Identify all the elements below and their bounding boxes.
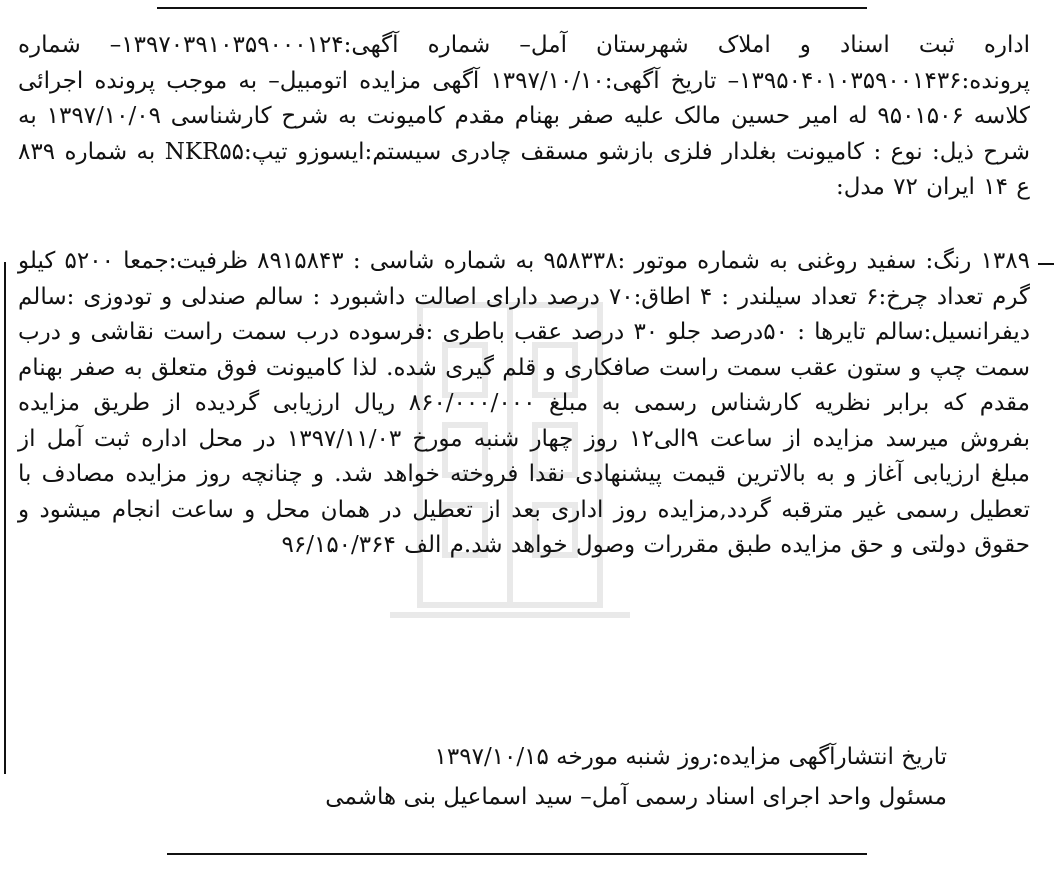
left-margin-bar (4, 262, 6, 774)
margin-tick (1038, 263, 1054, 265)
notice-intro (18, 28, 1030, 206)
top-divider (157, 7, 867, 9)
publish-date-line: تاریخ انتشارآگهی مزایده:روز شنبه مورخه ۱۳۹۷/۱۰/۱۵ (434, 744, 947, 770)
office-header-text: اداره ثبت اسناد و املاک شهرستان آمل– شماره آگهی:۱۳۹۷۰۳۹۱۰۳۵۹۰۰۰۱۲۴– شماره پرونده:۱۳۹۵۰۴۰۱۰۳۵۹۰۰۱۴۳۶– تاریخ آگهی:۱۳۹۷/۱۰/۱۰ (18, 32, 1031, 94)
bottom-divider (167, 853, 867, 855)
signer-line: مسئول واحد اجرای اسناد رسمی آمل– سید اسماعیل بنی هاشمی (325, 784, 947, 810)
vehicle-details-paragraph: ۱۳۸۹ رنگ: سفید روغنی به شماره موتور :۹۵۸۳۳۸ به شماره شاسی : ۸۹۱۵۸۴۳ ظرفیت:جمعا ۵۲۰۰ کیلو گرم تعداد چرخ:۶ تعداد سیلندر : ۴ اطاق:۷۰ درصد دارای اصالت داشبورد : سالم صندلی و تودوزی :سالم دیفرانسیل:سالم تایرها : ۵۰درصد جلو ۳۰ درصد عقب باطری :فرسوده درب سمت راست نقاشی و درب سمت چپ و ستون عقب سمت راست صافکاری و قلم گیری شده. لذا کامیونت فوق متعلق به صفر بهنام مقدم که برابر نظریه کارشناس رسمی به مبلغ ۸۶۰/۰۰۰/۰۰۰ ریال ارزیابی گردیده از طریق مزایده بفروش میرسد مزایده از ساعت ۹الی۱۲ روز چهار شنبه مورخ ۱۳۹۷/۱۱/۰۳ در محل اداره ثبت آمل از مبلغ ارزیابی آغاز و به بالاترین قیمت پیشنهادی نقدا فروخته خواهد شد. و چنانچه روز مزایده مصادف با تعطیل رسمی غیر مترقبه گردد,مزایده روز اداری بعد از تعطیل در همان محل و ساعت انجام میشود و حقوق دولتی و حق مزایده طبق مقررات وصول خواهد شد.م الف ۹۶/۱۵۰/۳۶۴ (18, 248, 1031, 558)
auction-intro-text: آگهی مزایده اتومبیل– به موجب پرونده اجرائی کلاسه ۹۵۰۱۵۰۶ له امیر حسین مالک علیه صفر بهنام مقدم کامیونت به شرح کارشناسی ۱۳۹۷/۱۰/۰۹ به شرح ذیل: نوع : کامیونت بغلدار فلزی بازشو مسقف چادری سیستم:ایسوزو تیپ:NKR۵۵ به شماره ۸۳۹ ع ۱۴ ایران ۷۲ مدل: (18, 67, 1031, 200)
